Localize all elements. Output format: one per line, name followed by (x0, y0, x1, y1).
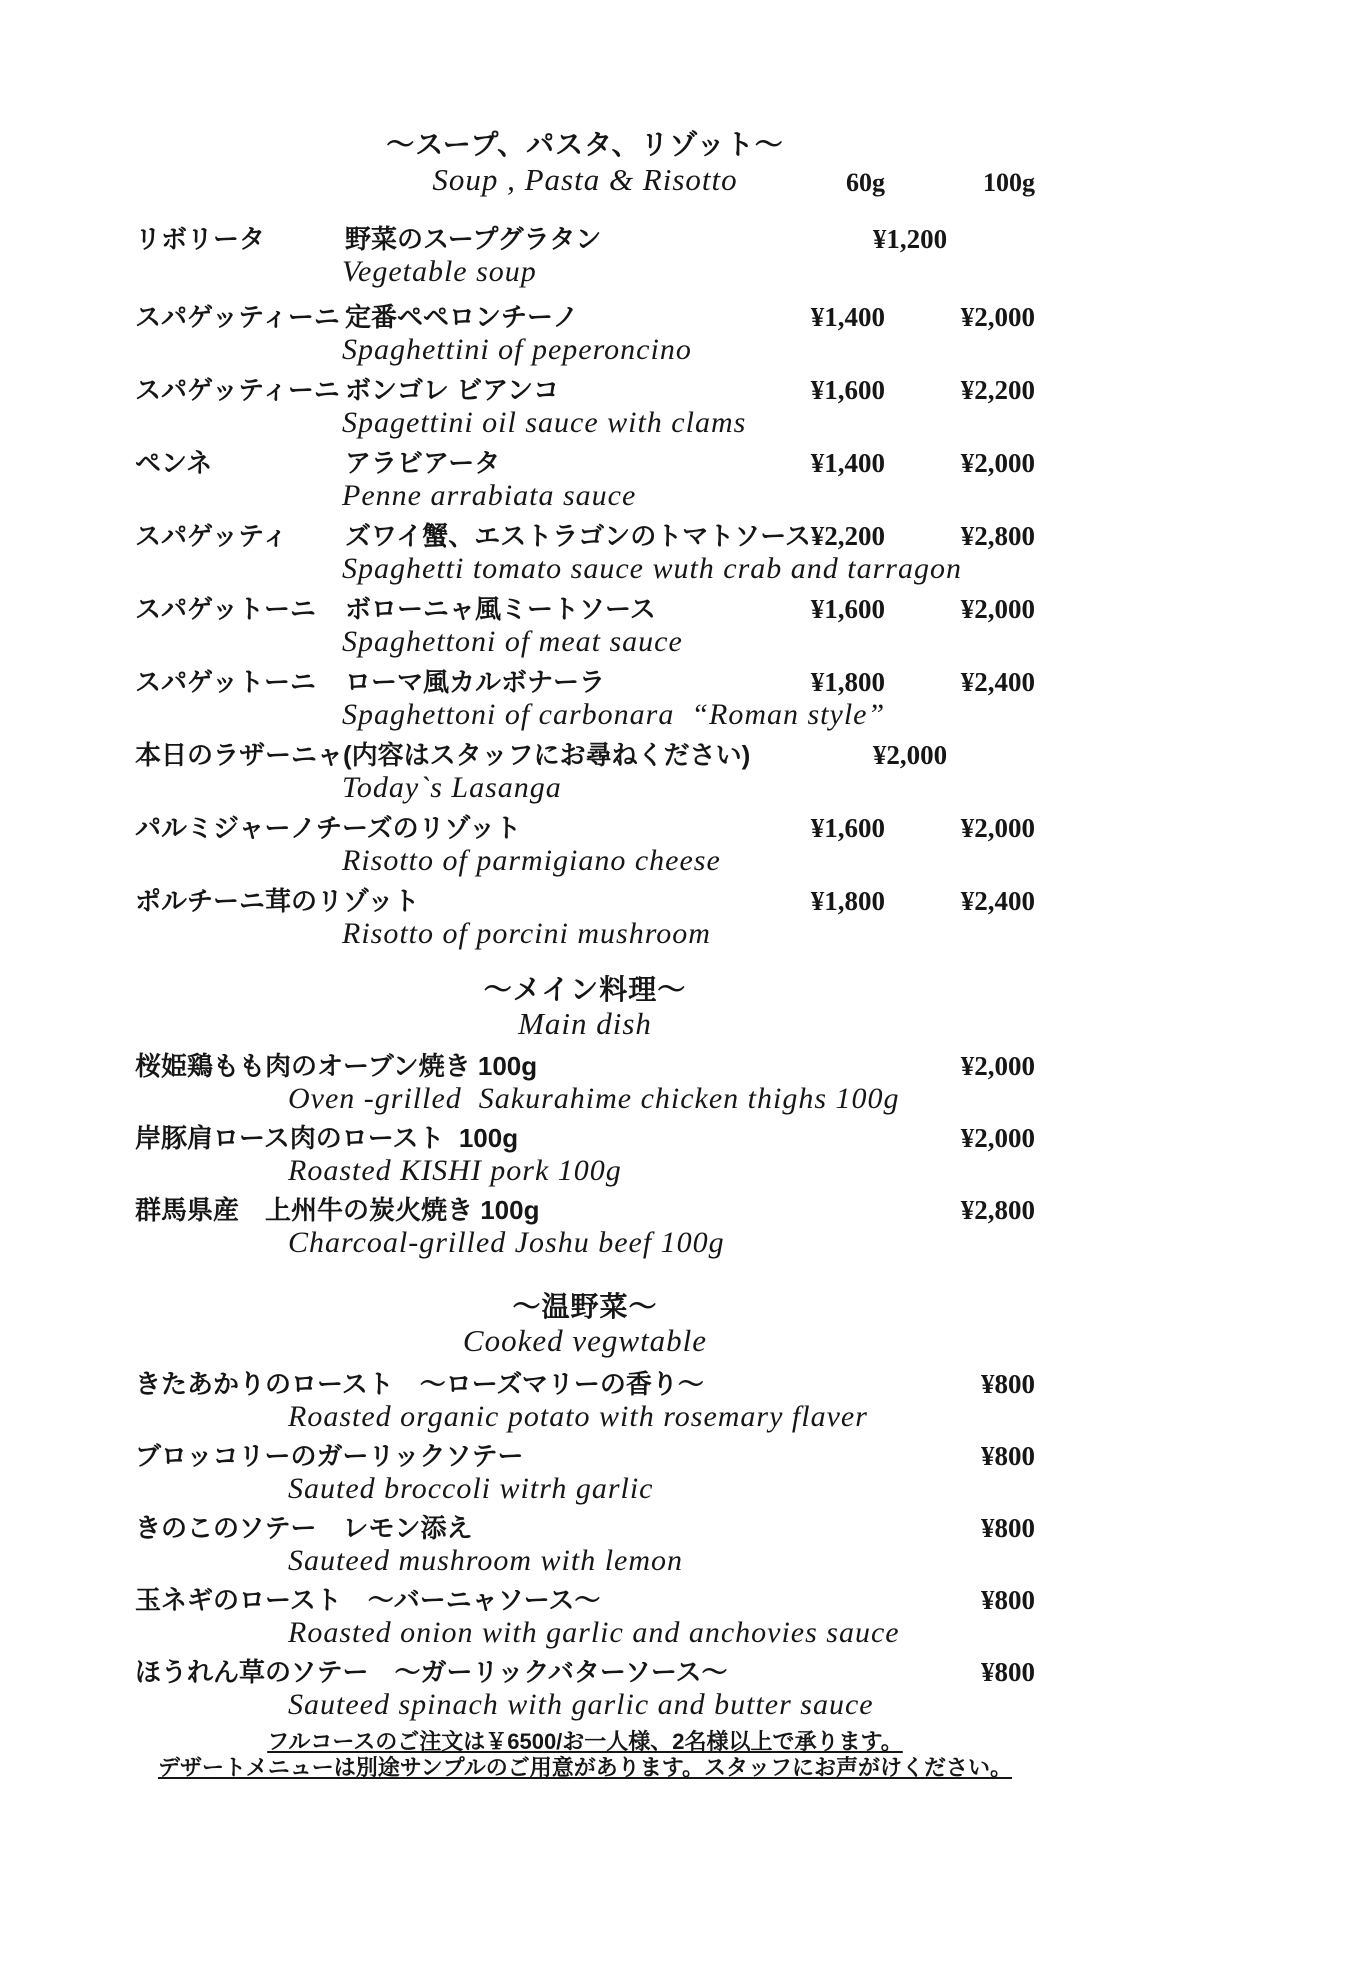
item-price: ¥2,000 (960, 1123, 1035, 1153)
item-name-en: Spaghetti tomato sauce wuth crab and tarragon (342, 552, 962, 585)
section-title-jp: ～温野菜～ (512, 1291, 658, 1322)
section-title-en: Cooked vegwtable (462, 1323, 708, 1358)
item-dish-jp: ボローニャ風ミートソース (345, 594, 656, 624)
menu-item (135, 375, 1035, 440)
item-name-en: Penne arrabiata sauce (342, 479, 637, 512)
item-name-en: Sauted broccoli witrh garlic (288, 1472, 654, 1505)
menu-item (135, 667, 1035, 732)
item-name-en: Charcoal-grilled Joshu beef 100g (288, 1226, 725, 1259)
item-name-jp: リボリータ (135, 224, 266, 254)
section-title-row (135, 1324, 1035, 1363)
item-price-100g: ¥2,000 (960, 594, 1035, 624)
item-dish-jp: ズワイ蟹、エストラゴンのトマトソース (345, 521, 811, 551)
item-name-en: Oven -grilled Sakurahime chicken thighs 100g (288, 1082, 900, 1115)
menu-item (135, 1657, 1035, 1722)
item-price-100g: ¥2,800 (960, 521, 1035, 551)
section-title-jp: ～メイン料理～ (483, 974, 687, 1005)
item-name-en: Spagettini oil sauce with clams (342, 406, 747, 439)
item-name-en: Spaghettoni of carbonara “Roman style” (342, 698, 886, 731)
section-main-dish (135, 1051, 1035, 1260)
footer-note-dessert: デザートメニューは別途サンプルのご用意があります。スタッフにお声がけください。 (157, 1755, 1013, 1780)
item-dish-jp: 定番ペペロンチーノ (345, 302, 579, 332)
item-name-jp: スパゲッティ (135, 521, 288, 551)
item-dish-jp: ローマ風カルボナーラ (345, 667, 606, 697)
item-name-jp: スパゲッティーニ (135, 302, 340, 332)
item-name-jp: スパゲットーニ (135, 667, 316, 697)
item-price: ¥800 (981, 1369, 1035, 1399)
section-pasta (135, 224, 1035, 951)
footer-notes (135, 1729, 1035, 1781)
item-price-60g: ¥2,200 (810, 521, 885, 551)
item-price: ¥800 (981, 1657, 1035, 1687)
section-title-jp: ～スープ、パスタ、リゾット～ (386, 129, 784, 160)
item-name-en: Roasted onion with garlic and anchovies sauce (288, 1616, 900, 1649)
item-name-en: Today`s Lasanga (342, 771, 562, 804)
menu-item (135, 740, 1035, 805)
menu-item (135, 521, 1035, 586)
section-title-row (135, 1007, 1035, 1046)
item-price-100g: ¥2,000 (960, 813, 1035, 843)
item-price: ¥2,000 (872, 740, 948, 770)
column-header-60g: 60g (846, 168, 885, 197)
item-name-jp: きたあかりのロースト ～ローズマリーの香り～ (135, 1369, 704, 1399)
item-price-100g: ¥2,000 (960, 302, 1035, 332)
section-header-pasta (135, 128, 1035, 204)
menu-item (135, 1513, 1035, 1578)
item-name-jp: スパゲッティーニ (135, 375, 340, 405)
item-price-100g: ¥2,400 (960, 667, 1035, 697)
menu-item (135, 813, 1035, 878)
item-name-jp: 群馬県産 上州牛の炭火焼き 100g (135, 1195, 540, 1225)
item-price-60g: ¥1,800 (810, 667, 885, 697)
item-price: ¥800 (981, 1513, 1035, 1543)
item-name-jp: ポルチーニ茸のリゾット (135, 886, 420, 916)
item-price-60g: ¥1,800 (810, 886, 885, 916)
item-price-60g: ¥1,400 (810, 448, 885, 478)
menu-item (135, 594, 1035, 659)
item-price-100g: ¥2,200 (960, 375, 1035, 405)
item-price: ¥800 (981, 1585, 1035, 1615)
item-price: ¥2,800 (960, 1195, 1035, 1225)
menu-item (135, 1195, 1035, 1260)
section-header-main (135, 973, 1035, 1046)
item-name-en: Spaghettoni of meat sauce (342, 625, 683, 658)
menu-item (135, 448, 1035, 513)
menu-item (135, 1123, 1035, 1188)
menu-item (135, 1441, 1035, 1506)
section-header-vegetable (135, 1290, 1035, 1363)
menu-item (135, 886, 1035, 951)
item-name-en: Sauteed mushroom with lemon (288, 1544, 684, 1577)
item-name-en: Sauteed spinach with garlic and butter sauce (288, 1688, 874, 1721)
item-name-jp: ペンネ (135, 448, 213, 478)
item-price: ¥800 (981, 1441, 1035, 1471)
item-price-60g: ¥1,600 (810, 594, 885, 624)
section-title-row (135, 162, 1035, 204)
menu-item (135, 1369, 1035, 1434)
item-price-60g: ¥1,600 (810, 375, 885, 405)
item-name-en: Roasted organic potato with rosemary flaver (288, 1400, 868, 1433)
section-title-en: Soup , Pasta & Risotto (432, 162, 738, 197)
item-name-jp: ほうれん草のソテー ～ガーリックバターソース～ (135, 1657, 728, 1687)
item-name-jp: 岸豚肩ロース肉のロースト 100g (135, 1123, 519, 1153)
footer-note-full-course: フルコースのご注文は￥6500/お一人様、2名様以上で承ります。 (267, 1729, 903, 1754)
item-price-100g: ¥2,400 (960, 886, 1035, 916)
item-price-60g: ¥1,600 (810, 813, 885, 843)
section-vegetable (135, 1369, 1035, 1722)
item-price: ¥2,000 (960, 1051, 1035, 1081)
item-dish-jp: 野菜のスープグラタン (345, 224, 602, 254)
column-header-100g: 100g (983, 168, 1035, 197)
item-name-jp: スパゲットーニ (135, 594, 316, 624)
menu-item (135, 224, 1035, 289)
item-dish-jp: アラビアータ (345, 448, 501, 478)
item-name-jp: 本日のラザーニャ(内容はスタッフにお尋ねください) (135, 740, 751, 770)
menu-item (135, 1051, 1035, 1116)
item-name-en: Roasted KISHI pork 100g (288, 1154, 622, 1187)
item-name-en: Risotto of porcini mushroom (342, 917, 711, 950)
item-name-en: Vegetable soup (342, 255, 537, 288)
item-name-jp: パルミジャーノチーズのリゾット (135, 813, 522, 843)
item-name-jp: 桜姫鶏もも肉のオーブン焼き 100g (135, 1051, 538, 1081)
section-title-en: Main dish (518, 1006, 652, 1041)
menu-content (135, 128, 1035, 1781)
item-name-jp: ブロッコリーのガーリックソテー (135, 1441, 524, 1471)
item-price-60g: ¥1,400 (810, 302, 885, 332)
menu-item (135, 1585, 1035, 1650)
menu-item (135, 302, 1035, 367)
item-name-jp: きのこのソテー レモン添え (135, 1513, 473, 1543)
item-name-en: Spaghettini of peperoncino (342, 333, 692, 366)
item-price: ¥1,200 (872, 224, 948, 254)
item-name-jp: 玉ネギのロースト ～バーニャソース～ (135, 1585, 601, 1615)
item-price-100g: ¥2,000 (960, 448, 1035, 478)
item-name-en: Risotto of parmigiano cheese (342, 844, 721, 877)
item-dish-jp: ボンゴレ ビアンコ (345, 375, 560, 405)
